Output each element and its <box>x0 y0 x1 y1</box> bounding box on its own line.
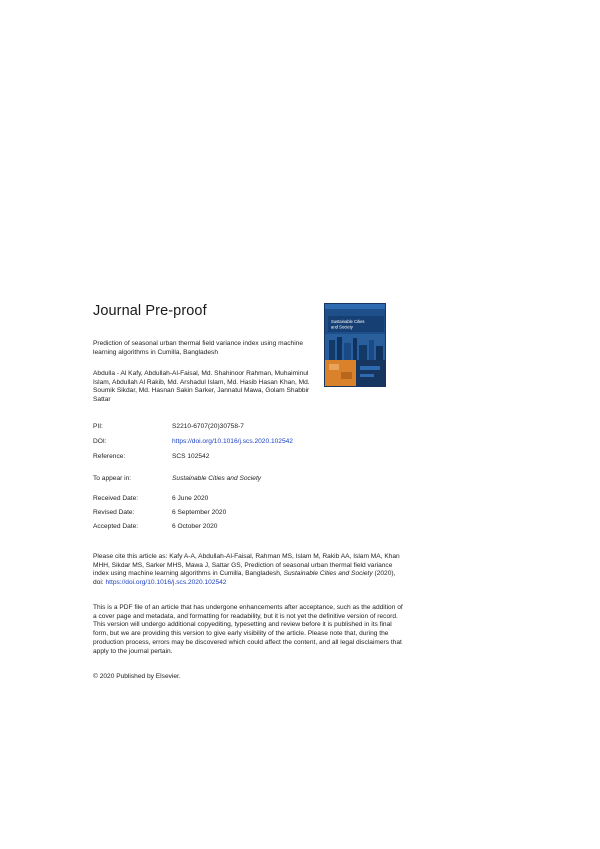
appear-label: To appear in: <box>93 475 132 482</box>
citation-doi-link[interactable]: https://doi.org/10.1016/j.scs.2020.102542 <box>105 579 227 587</box>
accepted-label: Accepted Date: <box>93 523 139 530</box>
cover-journal-name-1: Sustainable Cities <box>331 319 365 324</box>
citation-year: (2020), doi: <box>93 570 396 587</box>
pii-label: PII: <box>93 423 103 430</box>
citation-text: Please cite this article as: Kafy A-A, Abdullah-Al-Faisal, Rahman MS, Islam M, Rakib AA, Islam MA, Khan MHH, Sikdar MS, Sarker MHS, Mawa J, Sattar GS, Prediction of seasonal urban thermal field variance index using machine learning algorithms in Cumilla, Bangladesh, <box>93 553 400 578</box>
doi-link[interactable]: https://doi.org/10.1016/j.scs.2020.102542 <box>172 438 293 445</box>
article-title: Prediction of seasonal urban thermal field variance index using machine learning algorithms in Cumilla, Bangladesh <box>93 340 304 356</box>
received-label: Received Date: <box>93 495 139 502</box>
copyright-notice: © 2020 Published by Elsevier. <box>93 673 181 680</box>
citation-paragraph <box>93 553 403 588</box>
doi-label: DOI: <box>93 438 107 445</box>
accepted-value: 6 October 2020 <box>172 523 218 530</box>
revised-label: Revised Date: <box>93 509 135 516</box>
appear-value: Sustainable Cities and Society <box>172 475 262 482</box>
received-value: 6 June 2020 <box>172 495 209 502</box>
page-heading: Journal Pre-proof <box>93 303 207 319</box>
cover-artwork <box>325 304 386 387</box>
pii-value: S2210-6707(20)30758-7 <box>172 423 244 430</box>
disclaimer-paragraph: This is a PDF file of an article that has undergone enhancements after acceptance, such as the addition of a cover page and metadata, and formatting for readability, but it is not yet the definitive version of record. This version will undergo additional copyediting, typesetting and review before it is published in its final form, but we are providing this version to give early visibility of the article. Please note that, during the production process, errors may be discovered which could affect the content, and all legal disclaimers that apply to the journal pertain. <box>93 604 403 655</box>
revised-value: 6 September 2020 <box>172 509 227 516</box>
cover-journal-name-2: and Society <box>331 324 353 330</box>
citation-journal: Sustainable Cities and Society <box>283 570 373 578</box>
article-authors: Abdulla - Al Kafy, Abdullah-Al-Faisal, Md. Shahinoor Rahman, Muhaiminul Islam, Abdullah Al Rakib, Md. Arshadul Islam, Md. Hasib Hasan Khan, Md. Soumik Sikdar, Md. Hasnan Sakin Sarker, Jannatul Mawa, Golam Shabbir Sattar <box>93 370 310 403</box>
reference-label: Reference: <box>93 453 126 460</box>
journal-cover-image <box>324 303 386 387</box>
reference-value: SCS 102542 <box>172 453 210 460</box>
